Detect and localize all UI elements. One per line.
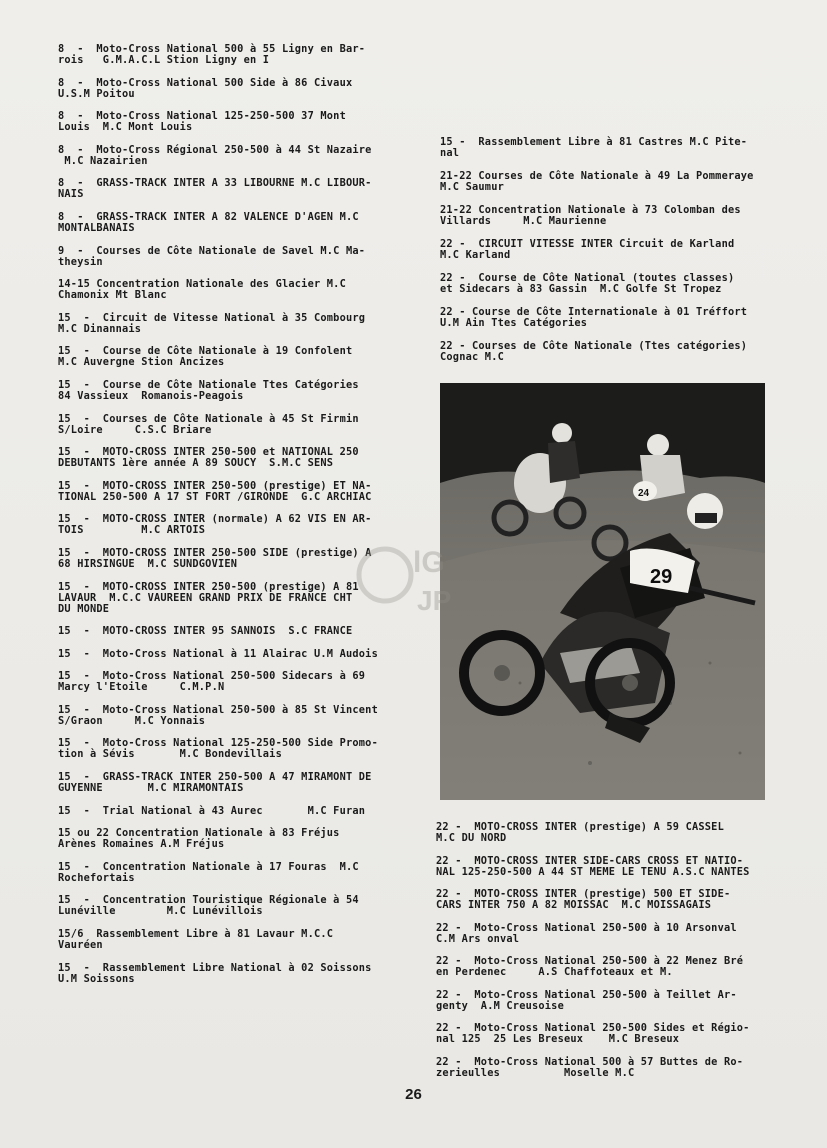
rider-number-24: 24 [638, 488, 650, 499]
right-column-bottom [436, 822, 781, 1090]
calendar-entry: 15 - GRASS-TRACK INTER 250-500 A 47 MIRAMONT DE GUYENNE M.C MIRAMONTAIS [58, 771, 372, 795]
rider-number-29: 29 [650, 566, 673, 588]
calendar-entry: 15 - Trial National à 43 Aurec M.C Furan [58, 804, 366, 817]
calendar-entry: 21-22 Courses de Côte Nationale à 49 La Pommeraye M.C Saumur [440, 170, 754, 193]
calendar-entry: 15 - MOTO-CROSS INTER 95 SANNOIS S.C FRANCE [58, 625, 353, 638]
calendar-entry: 21-22 Concentration Nationale à 73 Colomban des Villards M.C Maurienne [440, 204, 741, 227]
calendar-entry: 22 - MOTO-CROSS INTER (prestige) A 59 CASSEL M.C DU NORD [436, 821, 724, 844]
calendar-entry: 15 - Moto-Cross National 250-500 Sidecars à 69 Marcy l'Etoile C.M.P.N [58, 670, 366, 694]
calendar-entry: 22 - Moto-Cross National 500 à 57 Buttes de Ro- zerieulles Moselle M.C [436, 1055, 744, 1079]
calendar-entry: 22 - MOTO-CROSS INTER (prestige) 500 ET SIDE- CARS INTER 750 A 82 MOISSAC M.C MOISSAGAIS [436, 888, 731, 911]
calendar-entry: 22 - Course de Côte National (toutes classes) et Sidecars à 83 Gassin M.C Golfe St Tropez [440, 272, 735, 295]
calendar-entry: 15 - MOTO-CROSS INTER 250-500 (prestige) A 81 LAVAUR M.C.C VAUREEN GRAND PRIX DE FRANCE CHT DU MONDE [58, 580, 359, 615]
watermark-logo [355, 530, 475, 620]
calendar-entry: 8 - Moto-Cross National 500 à 55 Ligny en Bar- rois G.M.A.C.L Stion Ligny en I [58, 43, 366, 66]
motocross-photo-illustration [440, 383, 765, 800]
calendar-entry: 15 - Rassemblement Libre à 81 Castres M.C Pite- nal [440, 136, 748, 159]
calendar-entry: 15 - Moto-Cross National 250-500 à 85 St Vincent S/Graon M.C Yonnais [58, 703, 378, 727]
calendar-entry: 22 - Moto-Cross National 250-500 Sides et Régio- nal 125 25 Les Breseux M.C Breseux [436, 1022, 750, 1045]
calendar-entry: 9 - Courses de Côte Nationale de Savel M.C Ma- theysin [58, 244, 366, 268]
calendar-entry: 8 - Moto-Cross Régional 250-500 à 44 St Nazaire M.C Nazairien [58, 143, 372, 167]
calendar-entry: 14-15 Concentration Nationale des Glacier M.C Chamonix Mt Blanc [58, 278, 346, 302]
calendar-entry: 15 - Concentration Touristique Régionale à 54 Lunéville M.C Lunévillois [58, 894, 359, 918]
calendar-entry: 15 - Moto-Cross National à 11 Alairac U.M Audois [58, 647, 378, 660]
calendar-entry: 8 - GRASS-TRACK INTER A 33 LIBOURNE M.C LIBOUR- NAIS [58, 177, 372, 201]
left-column [58, 44, 408, 996]
calendar-entry: 22 - CIRCUIT VITESSE INTER Circuit de Karland M.C Karland [440, 238, 735, 261]
calendar-entry: 8 - GRASS-TRACK INTER A 82 VALENCE D'AGEN M.C MONTALBANAIS [58, 210, 359, 234]
calendar-entry: 15 - Moto-Cross National 125-250-500 Side Promo- tion à Sévis M.C Bondevillais [58, 737, 378, 761]
calendar-entry: 15 - Course de Côte Nationale Ttes Catégories 84 Vassieux Romanois-Peagois [58, 378, 359, 402]
calendar-entry: 15 - MOTO-CROSS INTER 250-500 et NATIONAL 250 DEBUTANTS 1ère année A 89 SOUCY S.M.C SENS [58, 446, 359, 470]
calendar-entry: 15 - Concentration Nationale à 17 Fouras M.C Rochefortais [58, 860, 359, 884]
calendar-entry: 8 - Moto-Cross National 125-250-500 37 Mont Louis M.C Mont Louis [58, 110, 346, 134]
page-number: 26 [405, 1086, 422, 1103]
motocross-photo [440, 383, 765, 800]
calendar-entry: 8 - Moto-Cross National 500 Side à 86 Civaux U.S.M Poitou [58, 76, 353, 100]
calendar-entry: 22 - Course de Côte Internationale à 01 Tréffort U.M Ain Ttes Catégories [440, 306, 748, 329]
calendar-entry: 22 - Moto-Cross National 250-500 à Teillet Ar- genty A.M Creusoise [436, 988, 737, 1012]
calendar-entry: 15 - MOTO-CROSS INTER (normale) A 62 VIS EN AR- TOIS M.C ARTOIS [58, 513, 372, 537]
watermark-bottom: JP [417, 585, 452, 616]
watermark-top: lG [413, 546, 445, 579]
calendar-entry: 15/6 Rassemblement Libre à 81 Lavaur M.C.C Vauréen [58, 928, 334, 952]
calendar-entry: 22 - Moto-Cross National 250-500 à 22 Menez Bré en Perdenec A.S Chaffoteaux et M. [436, 955, 744, 978]
calendar-entry: 15 - MOTO-CROSS INTER 250-500 (prestige) ET NA- TIONAL 250-500 A 17 ST FORT /GIRONDE G.C ARCHIAC [58, 479, 372, 503]
calendar-entry: 15 - MOTO-CROSS INTER 250-500 SIDE (prestige) A 68 HIRSINGUE M.C SUNDGOVIEN [58, 546, 372, 570]
calendar-entry: 15 - Courses de Côte Nationale à 45 St Firmin S/Loire C.S.C Briare [58, 412, 359, 436]
calendar-entry: 15 ou 22 Concentration Nationale à 83 Fréjus Arènes Romaines A.M Fréjus [58, 827, 340, 851]
calendar-entry: 22 - Courses de Côte Nationale (Ttes catégories) Cognac M.C [440, 340, 748, 363]
calendar-entry: 15 - Course de Côte Nationale à 19 Confolent M.C Auvergne Stion Ancizes [58, 345, 353, 369]
right-column-top [440, 137, 780, 375]
calendar-entry: 22 - MOTO-CROSS INTER SIDE-CARS CROSS ET NATIO- NAL 125-250-500 A 44 ST MEME LE TENU A.S.C NANTES [436, 854, 750, 878]
calendar-entry: 22 - Moto-Cross National 250-500 à 10 Arsonval C.M Ars onval [436, 921, 737, 945]
calendar-entry: 15 - Rassemblement Libre National à 02 Soissons U.M Soissons [58, 961, 372, 985]
calendar-entry: 15 - Circuit de Vitesse National à 35 Combourg M.C Dinannais [58, 311, 366, 335]
